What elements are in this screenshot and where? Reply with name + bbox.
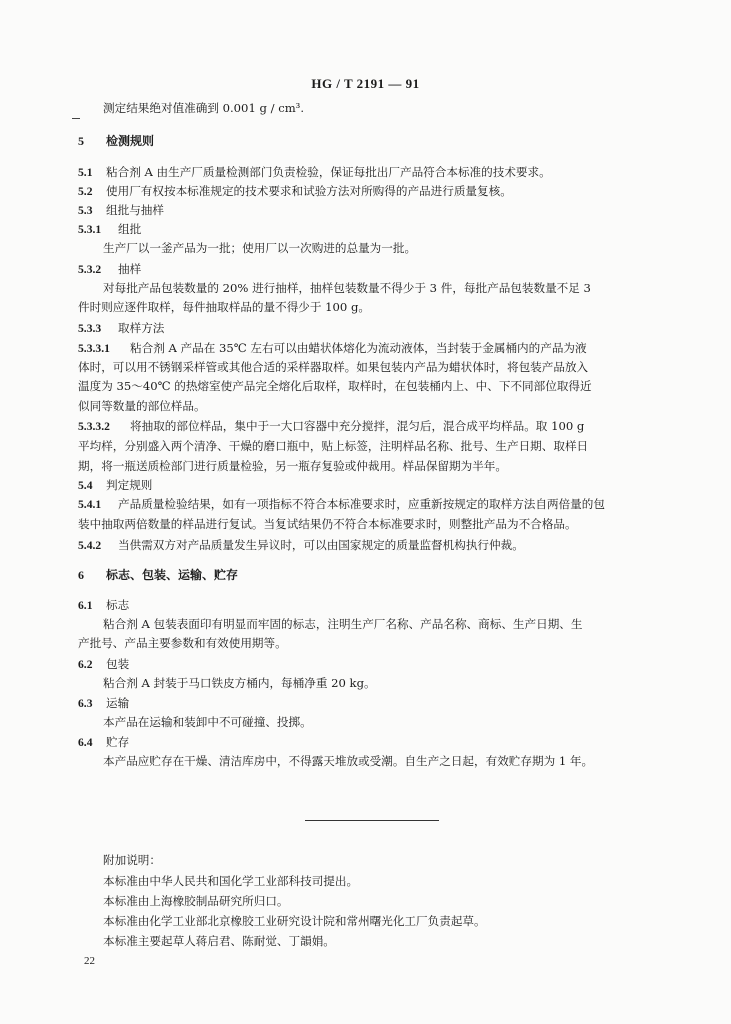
clause-number: 5.3.1 [78,223,102,236]
clause-number: 5.3 [78,204,93,217]
clause-number: 5.4 [78,479,93,492]
clause-number: 6.4 [78,736,93,749]
clause-5-3-2 [78,261,141,278]
clause-6-2 [78,656,129,673]
clause-5-3-3-2 [78,418,584,435]
clause-5-4-1-line2: 装中抽取两倍数量的样品进行复试。当复试结果仍不符合本标准要求时，则整批产品为不合格品。 [78,517,577,531]
clause-5-2 [78,183,512,200]
clause-6-4 [78,734,129,751]
clause-6-4-text: 本产品应贮存在干燥、清洁库房中，不得露天堆放或受潮。自生产之日起，有效贮存期为 1 年。 [103,754,594,768]
margin-mark [72,118,80,119]
clause-5-3-3 [78,320,164,337]
clause-number: 5.3.3.2 [78,420,110,433]
clause-6-3-text: 本产品在运输和装卸中不可碰撞、投掷。 [103,715,312,729]
section-6-heading [78,567,238,583]
page-header: HG / T 2191 — 91 [311,76,420,91]
end-divider [305,820,439,821]
page-number: 22 [84,955,95,967]
clause-number: 5.1 [78,166,93,179]
section-5-heading [78,133,154,149]
clause-5-3-3-1-line4: 似同等数量的部位样品。 [78,399,206,413]
notes-line-1: 本标准由中华人民共和国化学工业部科技司提出。 [103,874,359,888]
clause-number: 5.3.3.1 [78,342,110,355]
clause-title: 组批与抽样 [106,203,164,217]
clause-number: 6.2 [78,658,93,671]
clause-title: 取样方法 [118,321,165,335]
clause-text: 产品质量检验结果，如有一项指标不符合本标准要求时，应重新按规定的取样方法自两倍量的包 [118,497,605,511]
clause-5-3-3-1 [78,340,587,357]
clause-5-3-3-1-line3: 温度为 35～40℃ 的热熔室使产品完全熔化后取样，取样时，在包装桶内上、中、下不同部位取得近 [78,379,592,393]
clause-text: 粘合剂 A 由生产厂质量检测部门负责检验，保证每批出厂产品符合本标准的技术要求。 [106,165,551,179]
notes-line-2: 本标准由上海橡胶制品研究所归口。 [103,894,289,908]
notes-line-4: 本标准主要起草人蒋启君、陈耐觉、丁韻娟。 [103,934,335,948]
clause-text: 使用厂有权按本标准规定的技术要求和试验方法对所购得的产品进行质量复核。 [106,184,512,198]
section-title: 标志、包装、运输、贮存 [106,568,239,582]
clause-5-3-3-2-line2: 平均样，分别盛入两个清净、干燥的磨口瓶中，贴上标签，注明样品名称、批号、生产日期、取样日 [78,439,589,453]
intro-line: 测定结果绝对值准确到 0.001 g / cm³. [103,101,305,115]
clause-number: 5.3.2 [78,263,102,276]
clause-5-3-3-1-line2: 体时，可以用不锈钢采样管或其他合适的采样器取样。如果包装内产品为蜡状体时，将包装产品放入 [78,360,589,374]
notes-line-3: 本标准由化学工业部北京橡胶工业研究设计院和常州曙光化工厂负责起草。 [103,914,486,928]
notes-title: 附加说明： [103,853,161,867]
clause-5-3-1 [78,221,141,238]
section-title: 检测规则 [106,134,155,148]
clause-5-3-1-text: 生产厂以一釜产品为一批；使用厂以一次购进的总量为一批。 [103,241,417,255]
clause-number: 6.1 [78,599,93,612]
clause-title: 贮存 [106,735,130,749]
clause-text: 将抽取的部位样品，集中于一大口容器中充分搅拌，混匀后，混合成平均样品。取 100 g [130,419,585,433]
clause-5-4 [78,477,152,494]
clause-text: 当供需双方对产品质量发生异议时，可以由国家规定的质量监督机构执行仲裁。 [118,538,524,552]
clause-title: 标志 [106,598,130,612]
clause-title: 运输 [106,696,130,710]
clause-5-4-2 [78,537,524,554]
section-number: 5 [78,134,84,148]
clause-title: 组批 [118,222,142,236]
clause-title: 包装 [106,657,130,671]
clause-5-4-1 [78,496,605,513]
clause-number: 5.4.1 [78,498,102,511]
clause-number: 5.3.3 [78,322,102,335]
clause-number: 5.2 [78,185,93,198]
clause-number: 6.3 [78,697,93,710]
clause-5-3-3-2-line3: 期，将一瓶送质检部门进行质量检验，另一瓶存复验或仲裁用。样品保留期为半年。 [78,459,507,473]
clause-6-1 [78,597,129,614]
clause-6-2-text: 粘合剂 A 封装于马口铁皮方桶内，每桶净重 20 kg。 [103,676,376,690]
clause-6-3 [78,695,129,712]
clause-5-3 [78,202,164,219]
clause-number: 5.4.2 [78,539,102,552]
clause-6-1-line1: 粘合剂 A 包装表面印有明显而牢固的标志，注明生产厂名称、产品名称、商标、生产日期、生 [103,617,583,631]
clause-title: 抽样 [118,262,142,276]
section-number: 6 [78,568,84,582]
clause-5-1 [78,164,551,181]
clause-6-1-line2: 产批号、产品主要参数和有效使用期等。 [78,636,287,650]
clause-5-3-2-line2: 件时则应逐件取样，每件抽取样品的量不得少于 100 g。 [78,300,370,314]
clause-text: 粘合剂 A 产品在 35℃ 左右可以由蜡状体熔化为流动液体，当封装于金属桶内的产品为液 [130,341,587,355]
clause-title: 判定规则 [106,478,153,492]
clause-5-3-2-line1: 对每批产品包装数量的 20% 进行抽样，抽样包装数量不得少于 3 件，每批产品包装数量不足 3 [103,281,591,295]
